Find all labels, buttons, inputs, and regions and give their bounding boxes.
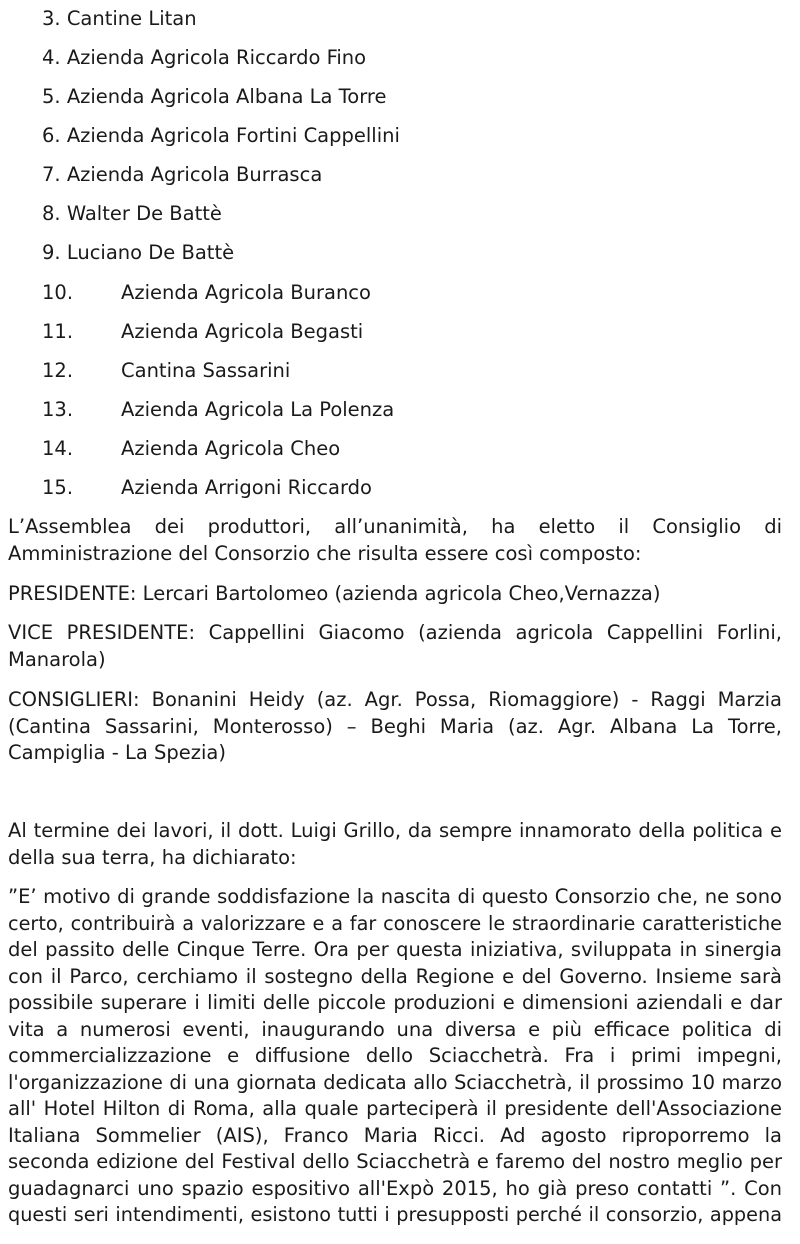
paragraph-line: PRESIDENTE: Lercari Bartolomeo (azienda agricola Cheo,Vernazza)	[8, 582, 661, 605]
list-number: 12.	[42, 359, 74, 382]
list-item	[42, 6, 197, 32]
list-number: 9.	[42, 241, 61, 264]
list-item	[42, 475, 372, 501]
assembly-paragraph	[8, 514, 782, 567]
list-item	[42, 84, 386, 110]
list-number: 3.	[42, 7, 61, 30]
list-number: 7.	[42, 163, 61, 186]
paragraph-line: seconda edizione del Festival dello Sciacchetrà e faremo del nostro meglio per	[8, 1150, 782, 1173]
paragraph-line: VICE PRESIDENTE: Cappellini Giacomo (azienda agricola Cappellini Forlini,	[8, 621, 782, 644]
list-number: 13.	[42, 398, 74, 421]
list-text: Azienda Arrigoni Riccardo	[121, 476, 372, 499]
list-text: Cantina Sassarini	[121, 359, 291, 382]
paragraph-line: all' Hotel Hilton di Roma, alla quale parteciperà il presidente dell'Associazione	[8, 1097, 782, 1120]
list-item	[42, 201, 222, 227]
paragraph-line: guadagnarci uno spazio espositivo all'Expò 2015, ho già preso contatti ”. Con	[8, 1176, 782, 1200]
list-text: Azienda Agricola Begasti	[121, 320, 364, 343]
paragraph-line: vita a numerosi eventi, inaugurando una diversa e più efficace politica di	[8, 1017, 782, 1041]
list-text: Walter De Battè	[66, 202, 222, 225]
list-number: 6.	[42, 124, 61, 147]
paragraph-line: con il Parco, cerchiamo il sostegno della Regione e del Governo. Insieme sarà	[8, 964, 782, 988]
paragraph-line: della sua terra, ha dichiarato:	[8, 845, 297, 869]
president-paragraph	[8, 581, 782, 608]
list-text: Azienda Agricola Albana La Torre	[66, 85, 387, 108]
list-item	[42, 397, 394, 423]
list-item	[42, 358, 290, 384]
list-item	[42, 319, 363, 345]
paragraph-line: ”E’ motivo di grande soddisfazione la nascita di questo Consorzio che, ne sono	[8, 885, 782, 908]
paragraph-line: (Cantina Sassarini, Monterosso) – Beghi Maria (az. Agr. Albana La Torre,	[8, 714, 782, 738]
list-text: Azienda Agricola Buranco	[121, 281, 371, 304]
list-item	[42, 240, 234, 266]
list-number: 8.	[42, 202, 61, 225]
list-text: Cantine Litan	[66, 7, 197, 30]
closing-paragraph	[8, 818, 782, 871]
paragraph-line: L’Assemblea dei produttori, all’unanimità, ha eletto il Consiglio di	[8, 515, 782, 538]
paragraph-line: Al termine dei lavori, il dott. Luigi Grillo, da sempre innamorato della politica e	[8, 819, 782, 842]
list-text: Luciano De Battè	[66, 241, 235, 264]
list-number: 5.	[42, 85, 61, 108]
councillors-paragraph	[8, 687, 782, 767]
paragraph-line: Manarola)	[8, 647, 106, 671]
list-item	[42, 162, 322, 188]
list-text: Azienda Agricola Riccardo Fino	[66, 46, 367, 69]
paragraph-line: Campiglia - La Spezia)	[8, 741, 226, 764]
vice-president-paragraph	[8, 620, 782, 673]
list-text: Azienda Agricola Fortini Cappellini	[66, 124, 400, 147]
paragraph-line: l'organizzazione di una giornata dedicata allo Sciacchetrà, il prossimo 10 marzo	[8, 1070, 782, 1094]
list-item	[42, 280, 371, 306]
list-item	[42, 123, 400, 149]
paragraph-line: Amministrazione del Consorzio che risulta essere così composto:	[8, 541, 642, 565]
list-item	[42, 436, 340, 462]
paragraph-line: del passito delle Cinque Terre. Ora per questa iniziativa, sviluppata in sinergia	[8, 938, 782, 961]
list-number: 11.	[42, 320, 74, 343]
paragraph-line: CONSIGLIERI: Bonanini Heidy (az. Agr. Possa, Riomaggiore) - Raggi Marzia	[8, 688, 782, 711]
list-number: 10.	[42, 281, 74, 304]
list-item	[42, 45, 366, 71]
list-number: 4.	[42, 46, 61, 69]
paragraph-line: questi seri intendimenti, esistono tutti i presupposti perché il consorzio, appena	[8, 1203, 782, 1226]
paragraph-line: possibile superare i limiti delle piccole produzioni e dimensioni aziendali e dar	[8, 991, 782, 1014]
list-number: 15.	[42, 476, 74, 499]
paragraph-line: Italiana Sommelier (AIS), Franco Maria Ricci. Ad agosto riproporremo la	[8, 1123, 782, 1147]
quote-paragraph	[8, 884, 782, 1229]
paragraph-line: commercializzazione e diffusione dello Sciacchetrà. Fra i primi impegni,	[8, 1044, 782, 1067]
paragraph-line: certo, contribuirà a valorizzare e a far conoscere le straordinarie caratteristiche	[8, 911, 782, 935]
list-text: Azienda Agricola Cheo	[121, 437, 341, 460]
list-text: Azienda Agricola Burrasca	[66, 163, 323, 186]
list-number: 14.	[42, 437, 74, 460]
list-text: Azienda Agricola La Polenza	[121, 398, 395, 421]
